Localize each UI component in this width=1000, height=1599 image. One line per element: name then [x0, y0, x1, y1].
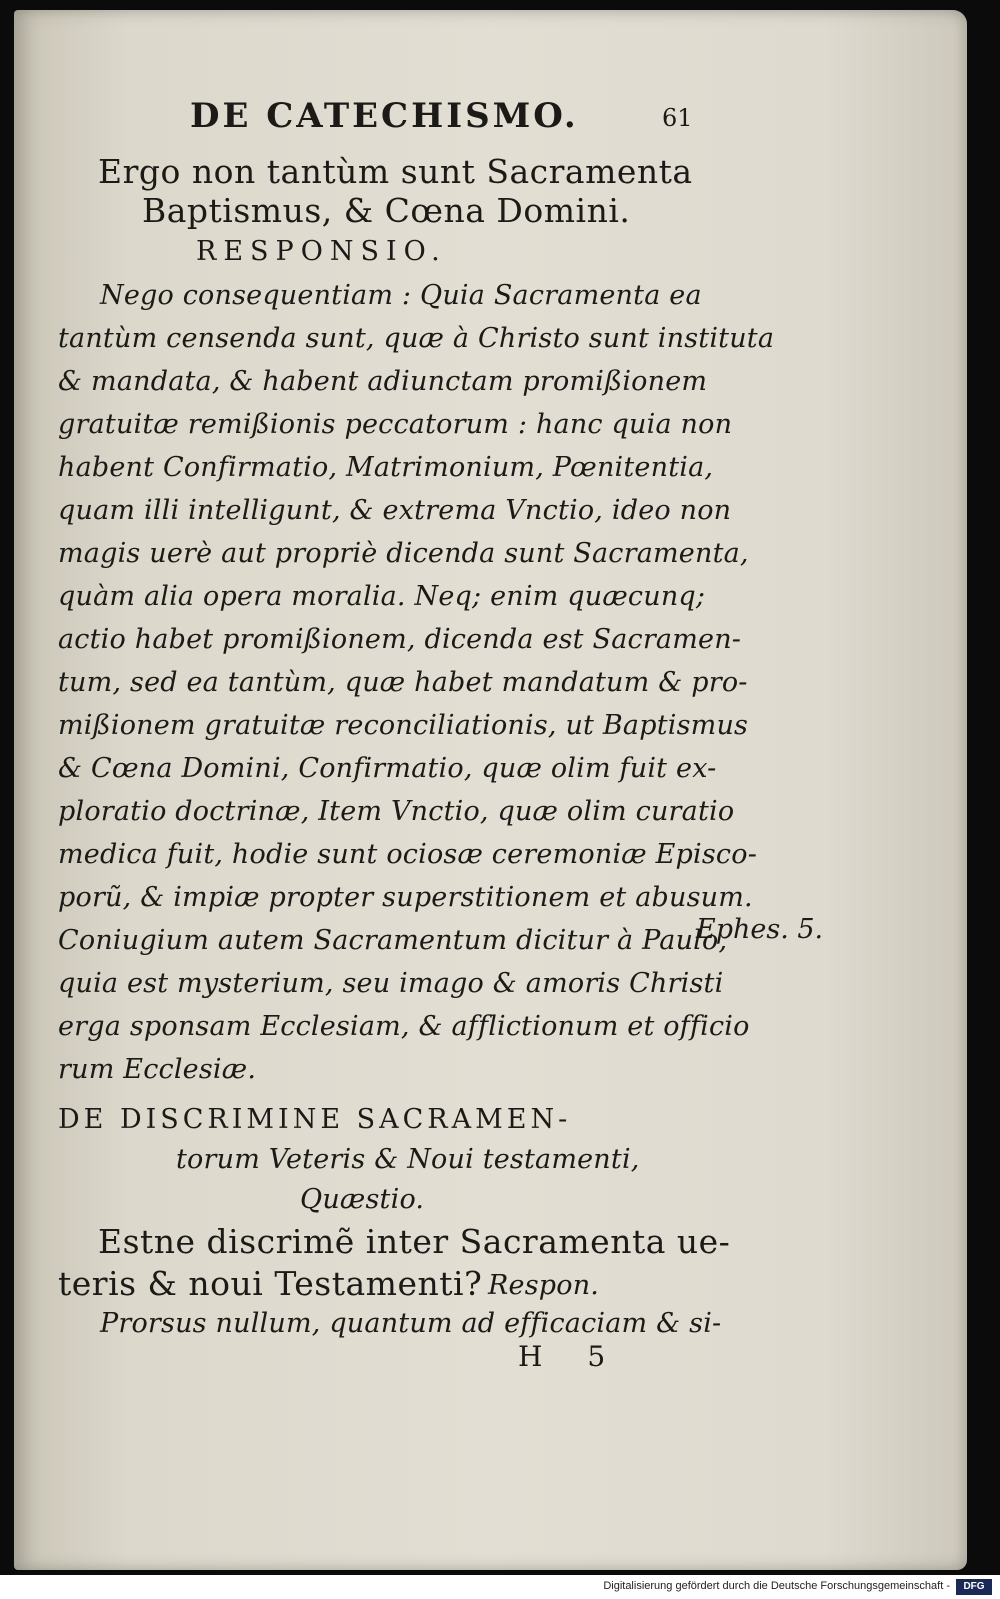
- response-line: tantùm censenda sunt, quæ à Christo sunt instituta: [58, 323, 775, 354]
- margin-note: Ephes. 5.: [696, 914, 824, 945]
- question-line: Ergo non tantùm sunt Sacramenta: [98, 152, 693, 191]
- response-line: gratuitæ remißionis peccatorum : hanc quia non: [58, 409, 733, 440]
- response-line: mißionem gratuitæ reconciliationis, ut Baptismus: [58, 710, 749, 741]
- response-line: quàm alia opera moralia. Neq; enim quæcunq;: [58, 581, 706, 612]
- response-line: rum Ecclesiæ.: [58, 1054, 257, 1085]
- section-heading-subline: torum Veteris & Noui testamenti,: [176, 1144, 640, 1175]
- response-line: & mandata, & habent adiunctam promißionem: [58, 366, 708, 397]
- dfg-logo: DFG: [956, 1579, 992, 1595]
- footer-credit: Digitalisierung gefördert durch die Deutsche Forschungsgemeinschaft -: [603, 1580, 950, 1592]
- response-line: actio habet promißionem, dicenda est Sacramen-: [58, 624, 742, 655]
- section-heading: DE DISCRIMINE SACRAMEN-: [58, 1104, 572, 1135]
- response-line: quia est mysterium, seu imago & amoris Christi: [58, 968, 724, 999]
- question-line: Estne discrimẽ inter Sacramenta ue-: [98, 1222, 731, 1261]
- response-line: Coniugium autem Sacramentum dicitur à Paulo,: [58, 925, 728, 956]
- response-line: Nego consequentiam : Quia Sacramenta ea: [100, 280, 702, 311]
- response-line: Prorsus nullum, quantum ad efficaciam & si-: [100, 1308, 722, 1339]
- response-line: & Cœna Domini, Confirmatio, quæ olim fuit ex-: [58, 753, 717, 784]
- page-number: 61: [662, 104, 693, 132]
- quaestio-label: Quæstio.: [300, 1184, 425, 1215]
- response-line: erga sponsam Ecclesiam, & afflictionum et officio: [58, 1011, 750, 1042]
- question-line: Baptismus, & Cœna Domini.: [142, 191, 631, 230]
- respon-label: Respon.: [488, 1270, 600, 1301]
- response-line: tum, sed ea tantùm, quæ habet mandatum & pro-: [58, 667, 748, 698]
- response-line: magis uerè aut propriè dicenda sunt Sacramenta,: [58, 538, 749, 569]
- response-line: habent Confirmatio, Matrimonium, Pœnitentia,: [58, 452, 714, 483]
- response-line: porũ, & impiæ propter superstitionem et abusum.: [58, 882, 753, 913]
- question-line: teris & noui Testamenti?: [58, 1264, 483, 1303]
- response-line: quam illi intelligunt, & extrema Vnctio, ideo non: [58, 495, 732, 526]
- running-header: DE CATECHISMO.: [190, 96, 579, 136]
- responsio-heading: RESPONSIO.: [196, 236, 447, 267]
- response-line: ploratio doctrinæ, Item Vnctio, quæ olim curatio: [58, 796, 735, 827]
- signature-mark: H 5: [518, 1340, 624, 1373]
- response-line: medica fuit, hodie sunt ociosæ ceremoniæ Episco-: [58, 839, 758, 870]
- footer-bar: [0, 1575, 1000, 1599]
